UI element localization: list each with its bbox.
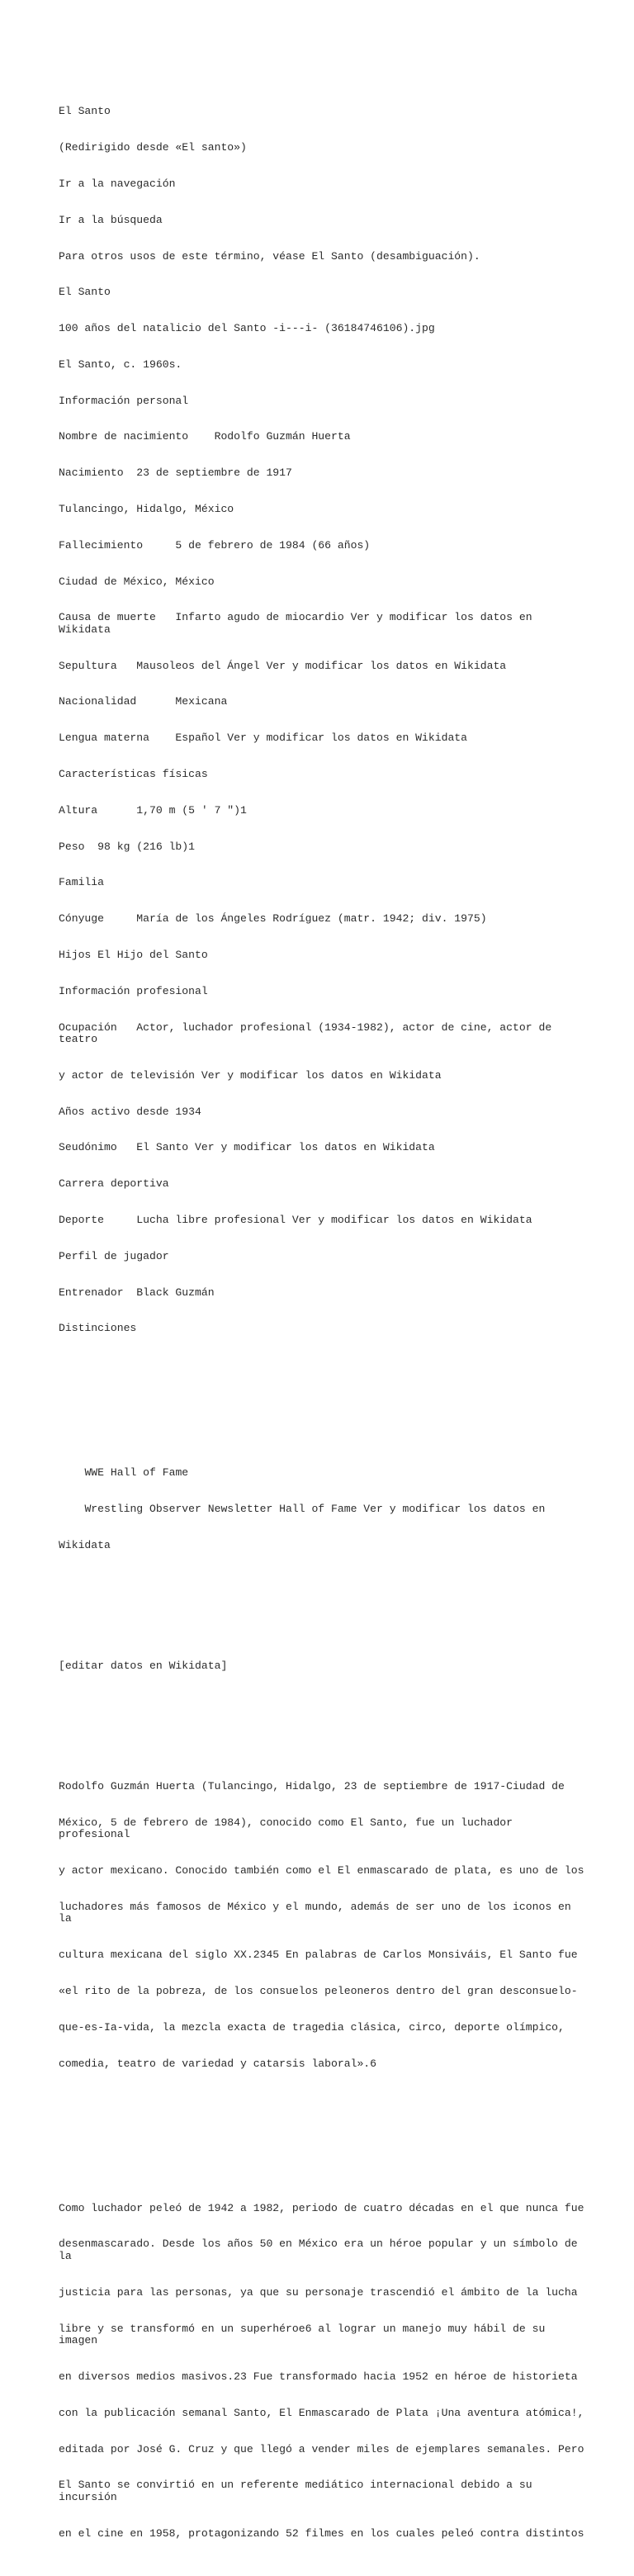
paragraph-line: luchadores más famosos de México y el mundo, además de ser uno de los iconos en la — [59, 1900, 578, 1925]
paragraph-line: Rodolfo Guzmán Huerta (Tulancingo, Hidalgo, 23 de septiembre de 1917-Ciudad de — [59, 1779, 565, 1792]
height-row: Altura 1,70 m (5 ' 7 ")1 — [59, 803, 247, 817]
pseudonym-row: Seudónimo El Santo Ver y modificar los datos en Wikidata — [59, 1141, 435, 1154]
section-family: Familia — [59, 876, 105, 889]
children-row: Hijos El Hijo del Santo — [59, 948, 208, 961]
section-player-profile: Perfil de jugador — [59, 1249, 169, 1262]
intro-paragraph — [59, 1757, 587, 2095]
section-sports-career: Carrera deportiva — [59, 1177, 169, 1191]
spacer — [59, 1395, 587, 1408]
weight-row: Peso 98 kg (216 lb)1 — [59, 840, 196, 853]
section-personal-info: Información personal — [59, 394, 189, 407]
occupation-row-continued: y actor de televisión Ver y modificar los datos en Wikidata — [59, 1068, 442, 1082]
birth-name-row: Nombre de nacimiento Rodolfo Guzmán Huerta — [59, 430, 351, 443]
document-body — [59, 58, 587, 2576]
spacer — [59, 2130, 587, 2143]
years-active-row: Años activo desde 1934 — [59, 1105, 201, 1118]
infobox-lines — [59, 82, 587, 1359]
career-paragraph — [59, 2179, 587, 2564]
paragraph-line: cultura mexicana del siglo XX.2345 En palabras de Carlos Monsiváis, El Santo fue — [59, 1949, 578, 1962]
trainer-row: Entrenador Black Guzmán — [59, 1286, 215, 1299]
paragraph-line: desenmascarado. Desde los años 50 en México era un héroe popular y un símbolo de la — [59, 2237, 584, 2263]
paragraph-line: comedia, teatro de variedad y catarsis laboral».6 — [59, 2057, 377, 2070]
disambiguation-note: Para otros usos de este término, véase El Santo (desambiguación). — [59, 249, 480, 263]
skip-to-navigation-link[interactable]: Ir a la navegación — [59, 177, 176, 190]
image-caption: El Santo, c. 1960s. — [59, 358, 182, 371]
paragraph-line: justicia para las personas, ya que su personaje trascendió el ámbito de la lucha — [59, 2285, 578, 2299]
distinction-item: Wrestling Observer Newsletter Hall of Fame Ver y modificar los datos en — [59, 1503, 546, 1516]
paragraph-line: con la publicación semanal Santo, El Enmascarado de Plata ¡Una aventura atómica!, — [59, 2406, 584, 2419]
article-title: El Santo — [59, 105, 111, 118]
infobox-title: El Santo — [59, 286, 111, 299]
death-place-row: Ciudad de México, México — [59, 575, 215, 588]
paragraph-line: El Santo se convirtió en un referente mediático internacional debido a su incursión — [59, 2479, 539, 2503]
cause-of-death-row: Causa de muerte Infarto agudo de miocardio Ver y modificar los datos en Wikidata — [59, 611, 539, 636]
paragraph-line: y actor mexicano. Conocido también como el El enmascarado de plata, es uno de los — [59, 1864, 584, 1878]
image-filename: 100 años del natalicio del Santo -i---i- (36184746106).jpg — [59, 322, 435, 335]
paragraph-line: México, 5 de febrero de 1984), conocido como El Santo, fue un luchador profesional — [59, 1816, 519, 1841]
paragraph-line: Como luchador peleó de 1942 a 1982, periodo de cuatro décadas en el que nunca fue — [59, 2201, 584, 2214]
birth-date-row: Nacimiento 23 de septiembre de 1917 — [59, 466, 292, 480]
section-distinctions: Distinciones — [59, 1322, 137, 1335]
section-professional-info: Información profesional — [59, 984, 208, 997]
burial-row: Sepultura Mausoleos del Ángel Ver y modificar los datos en Wikidata — [59, 659, 507, 672]
occupation-row: Ocupación Actor, luchador profesional (1934-1982), actor de cine, actor de teatro — [59, 1020, 559, 1046]
paragraph-line: editada por José G. Cruz y que llegó a vender miles de ejemplares semanales. Pero — [59, 2442, 584, 2455]
paragraph-line: en el cine en 1958, protagonizando 52 filmes en los cuales peleó contra distintos — [59, 2526, 584, 2540]
paragraph-line: que-es-Ia-vida, la mezcla exacta de tragedia clásica, circo, deporte olímpico, — [59, 2020, 565, 2034]
nationality-row: Nacionalidad Mexicana — [59, 695, 228, 708]
paragraph-line: en diversos medios masivos.23 Fue transformado hacia 1952 en héroe de historieta — [59, 2370, 578, 2383]
distinction-item: WWE Hall of Fame — [59, 1466, 189, 1480]
distinction-item-continued: Wikidata — [59, 1539, 111, 1552]
sport-row: Deporte Lucha libre profesional Ver y modificar los datos en Wikidata — [59, 1214, 532, 1226]
spouse-row: Cónyuge María de los Ángeles Rodríguez (matr. 1942; div. 1975) — [59, 912, 487, 926]
skip-to-search-link[interactable]: Ir a la búsqueda — [59, 213, 163, 226]
native-language-row: Lengua materna Español Ver y modificar los datos en Wikidata — [59, 732, 468, 745]
distinctions-list — [59, 1443, 587, 1576]
spacer — [59, 1708, 587, 1721]
edit-wikidata-link[interactable]: [editar datos en Wikidata] — [59, 1659, 228, 1672]
section-physical-traits: Características físicas — [59, 768, 208, 781]
death-date-row: Fallecimiento 5 de febrero de 1984 (66 años) — [59, 538, 371, 552]
birth-place-row: Tulancingo, Hidalgo, México — [59, 502, 234, 515]
paragraph-line: «el rito de la pobreza, de los consuelos peleoneros dentro del gran desconsuelo- — [59, 1985, 578, 1997]
redirect-note: (Redirigido desde «El santo») — [59, 141, 247, 154]
paragraph-line: libre y se transformó en un superhéroe6 al lograr un manejo muy hábil de su imagen — [59, 2322, 552, 2347]
spacer — [59, 1612, 587, 1625]
